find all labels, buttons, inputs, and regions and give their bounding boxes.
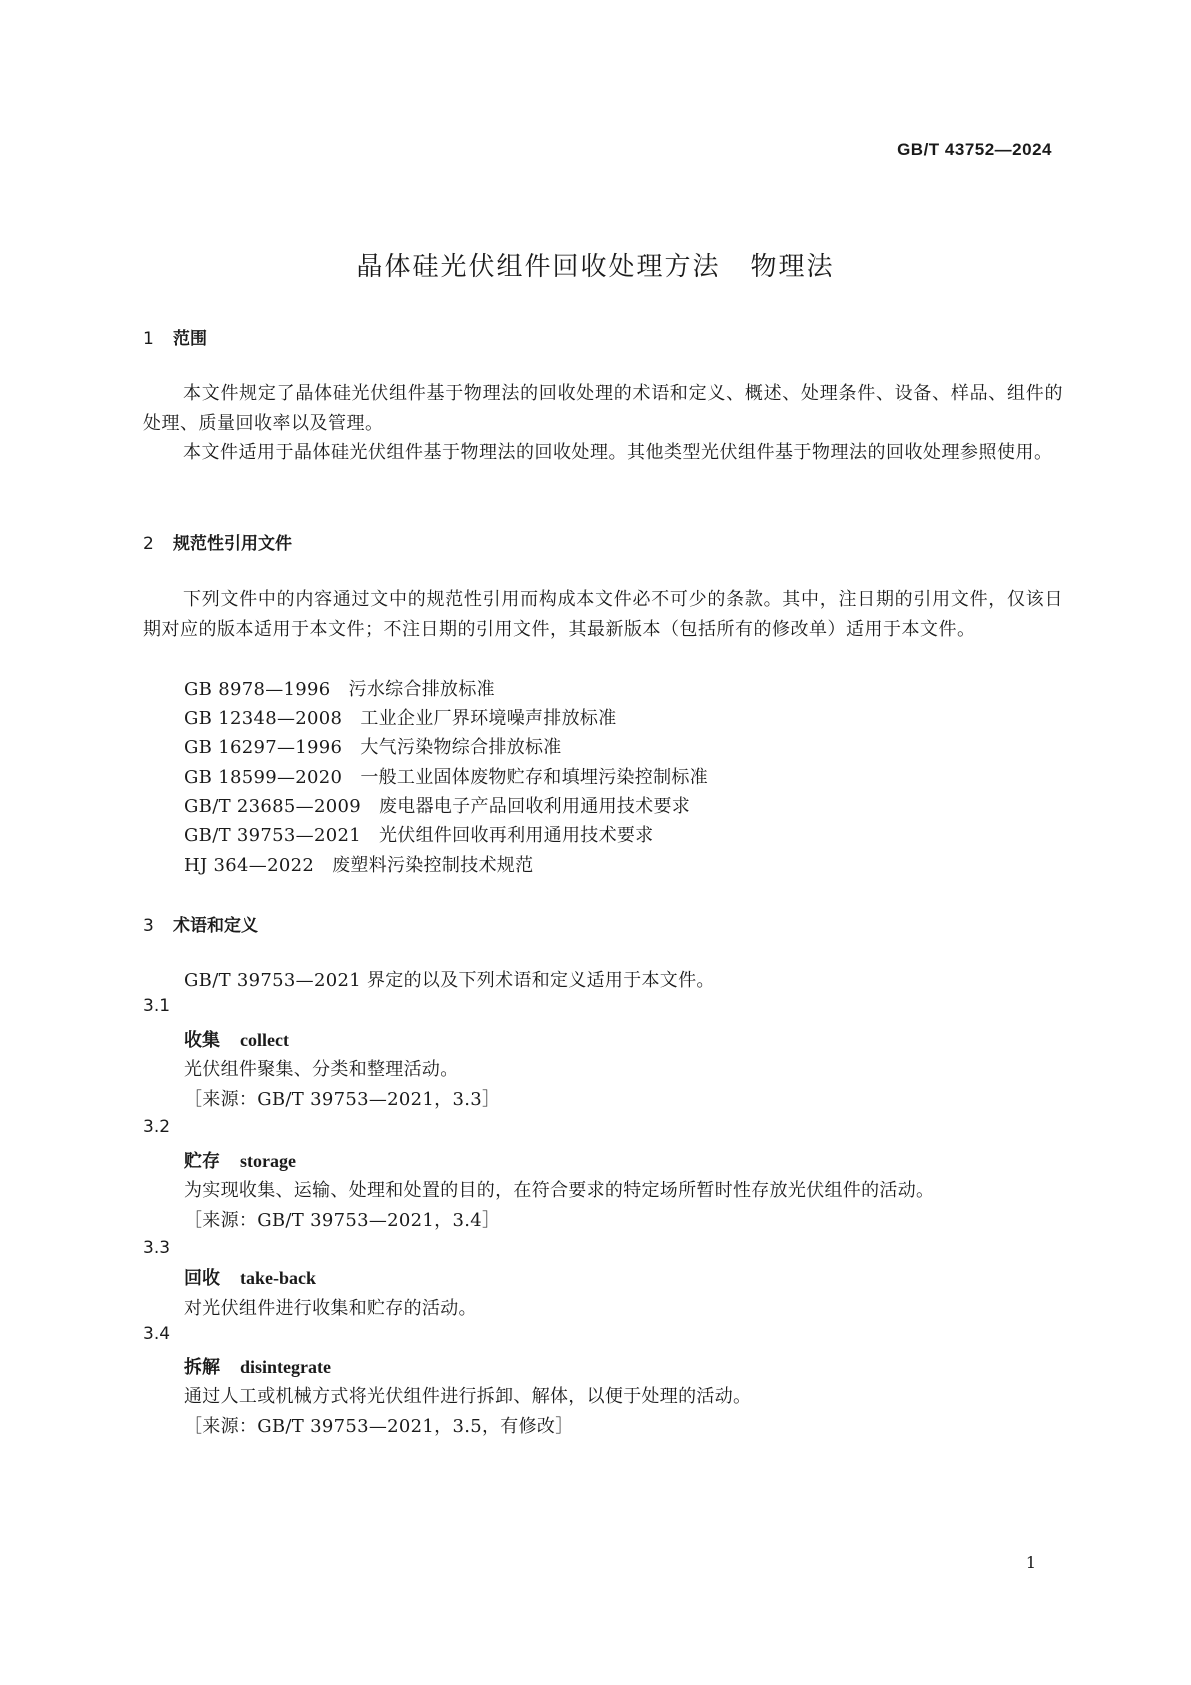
term-zh: 拆解 — [184, 1357, 220, 1378]
document-title-sub: 物理法 — [750, 252, 835, 282]
term-source: ［来源：GB/T 39753—2021，3.5，有修改］ — [184, 1416, 574, 1437]
section-2-heading — [143, 529, 292, 554]
term-title — [184, 1147, 296, 1173]
section-number: 1 — [143, 329, 154, 349]
document-title — [0, 246, 1191, 283]
term-number: 3.4 — [143, 1324, 171, 1344]
term-definition: 通过人工或机械方式将光伏组件进行拆卸、解体，以便于处理的活动。 — [184, 1386, 752, 1407]
section-1-paragraph-1: 本文件规定了晶体硅光伏组件基于物理法的回收处理的术语和定义、概述、处理条件、设备、样品、组件的处理、质量回收率以及管理。 — [143, 383, 1063, 434]
term-definition: 光伏组件聚集、分类和整理活动。 — [184, 1059, 459, 1080]
section-title: 范围 — [173, 329, 207, 349]
term-en: take-back — [240, 1268, 316, 1288]
section-number: 3 — [143, 916, 154, 936]
reference-code: HJ 364—2022 — [184, 855, 315, 876]
term-zh: 收集 — [184, 1030, 220, 1051]
section-1-heading — [143, 324, 207, 349]
term-number: 3.3 — [143, 1238, 171, 1258]
reference-code: GB/T 39753—2021 — [184, 825, 361, 846]
reference-code: GB 12348—2008 — [184, 708, 343, 729]
reference-code: GB 8978—1996 — [184, 679, 331, 700]
reference-code: GB 16297—1996 — [184, 737, 343, 758]
term-zh: 贮存 — [184, 1151, 220, 1172]
reference-title: 污水综合排放标准 — [348, 679, 495, 700]
reference-code: GB 18599—2020 — [184, 767, 343, 788]
reference-item — [184, 821, 653, 847]
section-2-paragraph-1: 下列文件中的内容通过文中的规范性引用而构成本文件必不可少的条款。其中，注日期的引用文件，仅该日期对应的版本适用于本文件；不注日期的引用文件，其最新版本（包括所有的修改单）适用于本文件。 — [143, 589, 1063, 640]
term-en: storage — [240, 1151, 296, 1171]
reference-title: 一般工业固体废物贮存和填埋污染控制标准 — [360, 767, 709, 788]
reference-code: GB/T 23685—2009 — [184, 796, 361, 817]
term-en: collect — [240, 1030, 289, 1050]
term-en: disintegrate — [240, 1357, 331, 1377]
section-title: 术语和定义 — [173, 916, 258, 936]
page-number: 1 — [1025, 1553, 1036, 1572]
standard-id: GB/T 43752—2024 — [897, 140, 1052, 159]
reference-title: 废塑料污染控制技术规范 — [332, 855, 534, 876]
reference-title: 工业企业厂界环境噪声排放标准 — [360, 708, 617, 729]
document-title-main: 晶体硅光伏组件回收处理方法 — [356, 252, 721, 282]
term-source: ［来源：GB/T 39753—2021，3.3］ — [184, 1089, 501, 1110]
reference-item — [184, 792, 690, 818]
reference-item — [184, 733, 562, 759]
term-definition: 为实现收集、运输、处理和处置的目的，在符合要求的特定场所暂时性存放光伏组件的活动。 — [184, 1180, 935, 1201]
term-title — [184, 1353, 331, 1379]
term-definition: 对光伏组件进行收集和贮存的活动。 — [184, 1298, 477, 1319]
term-source: ［来源：GB/T 39753—2021，3.4］ — [184, 1210, 501, 1231]
reference-item — [184, 851, 533, 877]
section-3-heading — [143, 911, 258, 936]
reference-title: 废电器电子产品回收利用通用技术要求 — [378, 796, 691, 817]
term-zh: 回收 — [184, 1268, 220, 1289]
section-number: 2 — [143, 534, 154, 554]
term-number: 3.1 — [143, 996, 171, 1016]
section-1-paragraph-2: 本文件适用于晶体硅光伏组件基于物理法的回收处理。其他类型光伏组件基于物理法的回收处理参照使用。 — [183, 442, 1053, 463]
section-title: 规范性引用文件 — [173, 534, 292, 554]
term-title — [184, 1026, 289, 1052]
term-title — [184, 1264, 316, 1290]
term-number: 3.2 — [143, 1117, 171, 1137]
reference-item — [184, 763, 708, 789]
reference-item — [184, 704, 617, 730]
reference-title: 光伏组件回收再利用通用技术要求 — [378, 825, 654, 846]
section-3-intro: GB/T 39753—2021 界定的以及下列术语和定义适用于本文件。 — [184, 970, 715, 991]
reference-item — [184, 675, 495, 701]
reference-title: 大气污染物综合排放标准 — [360, 737, 562, 758]
